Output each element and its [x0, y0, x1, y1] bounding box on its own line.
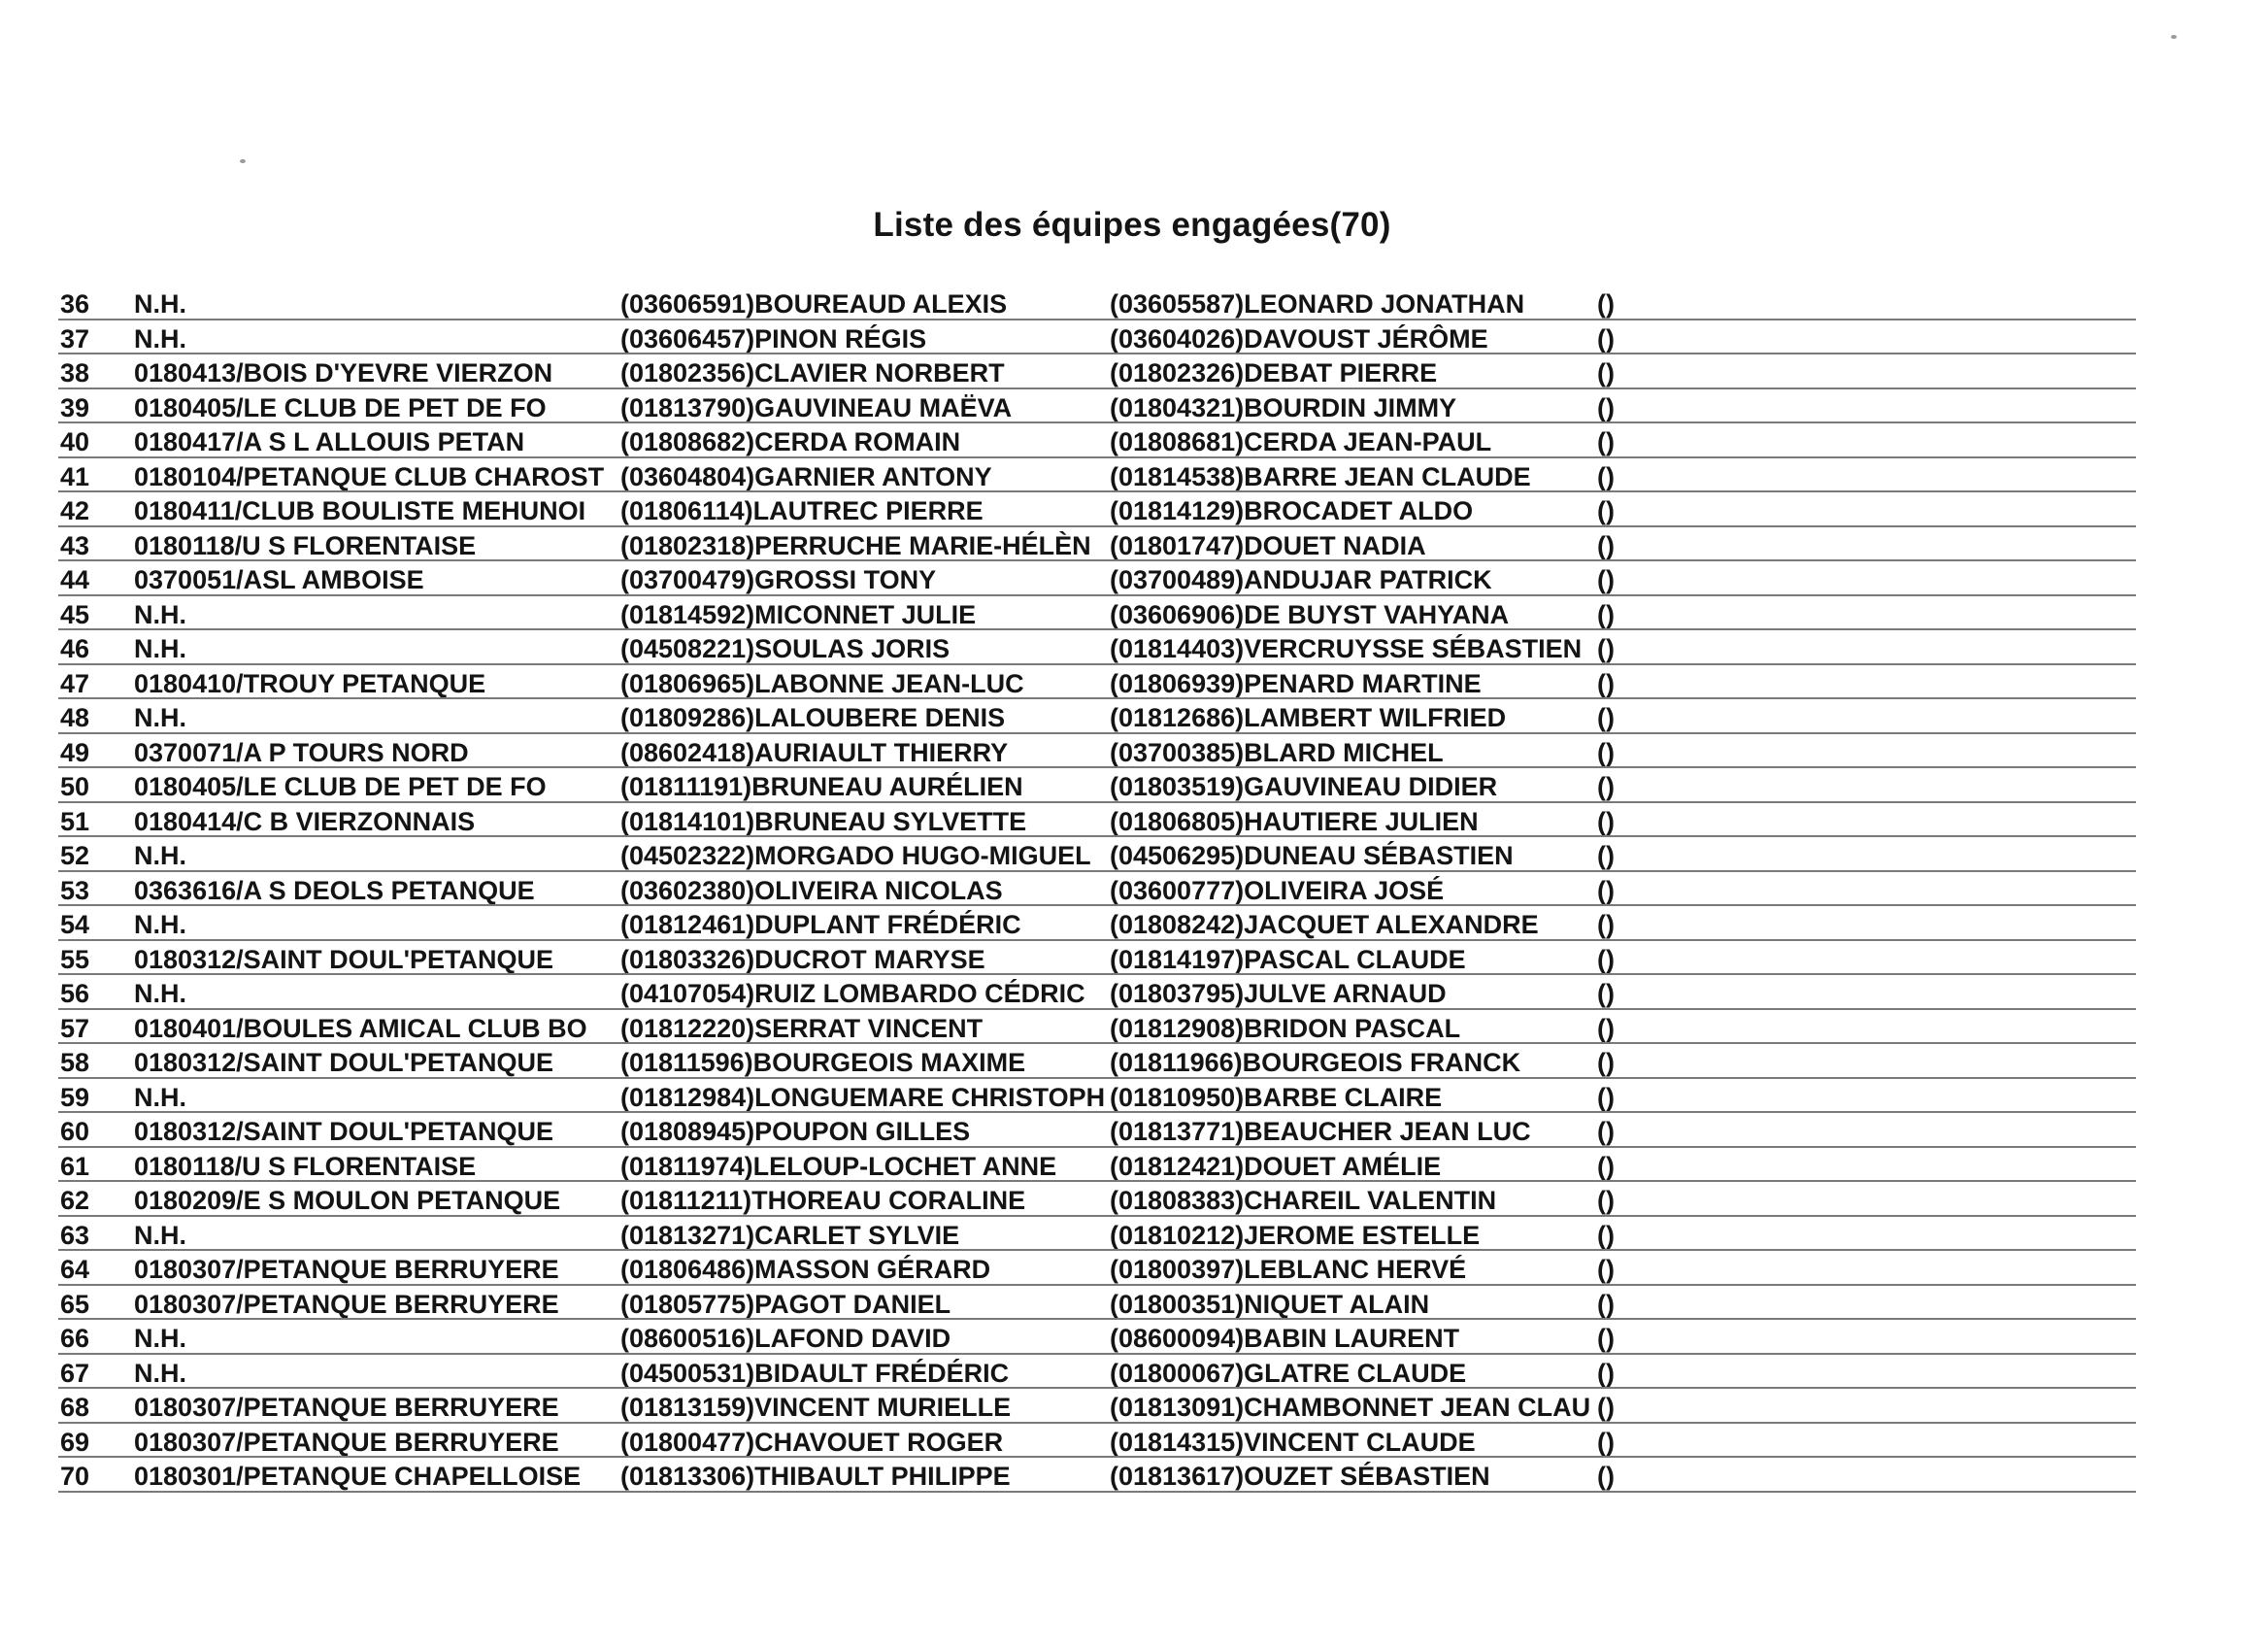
player-two: (01814403)VERCRUYSSE SÉBASTIEN — [1110, 634, 1583, 663]
team-row — [58, 561, 2136, 596]
club-name: N.H. — [134, 703, 186, 732]
player-two: (01814197)PASCAL CLAUDE — [1110, 944, 1466, 974]
club-name: 0180104/PETANQUE CLUB CHAROST — [134, 461, 605, 491]
player-one: (08602418)AURIAULT THIERRY — [620, 737, 1009, 767]
player-one: (01814592)MICONNET JULIE — [620, 599, 977, 629]
club-name: N.H. — [134, 841, 186, 870]
player-one: (04107054)RUIZ LOMBARDO CÉDRIC — [620, 979, 1085, 1008]
player-one: (01813271)CARLET SYLVIE — [620, 1220, 960, 1250]
team-row — [58, 1217, 2136, 1252]
player-one: (01813306)THIBAULT PHILIPPE — [620, 1462, 1011, 1491]
club-name: N.H. — [134, 634, 186, 663]
player-two: (01808383)CHAREIL VALENTIN — [1110, 1186, 1497, 1215]
player-two: (01812908)BRIDON PASCAL — [1110, 1013, 1461, 1043]
team-row — [58, 906, 2136, 941]
club-name: 0180209/E S MOULON PETANQUE — [134, 1186, 561, 1215]
team-number: 45 — [60, 599, 90, 629]
extra-field: () — [1597, 1186, 1615, 1215]
extra-field: () — [1597, 530, 1615, 560]
player-one: (03606457)PINON RÉGIS — [620, 323, 927, 354]
team-number: 43 — [60, 530, 90, 560]
team-row — [58, 458, 2136, 493]
player-two: (01803795)JULVE ARNAUD — [1110, 979, 1447, 1008]
player-one: (04502322)MORGADO HUGO-MIGUEL — [620, 841, 1091, 870]
club-name: 0363616/A S DEOLS PETANQUE — [134, 875, 535, 905]
player-one: (01813790)GAUVINEAU MAËVA — [620, 392, 1013, 422]
player-two: (01813617)OUZET SÉBASTIEN — [1110, 1462, 1490, 1491]
club-name: 0180312/SAINT DOUL'PETANQUE — [134, 1117, 554, 1146]
player-one: (01811974)LELOUP-LOCHET ANNE — [620, 1151, 1057, 1181]
team-row — [58, 423, 2136, 458]
team-number: 46 — [60, 634, 90, 663]
player-one: (01811191)BRUNEAU AURÉLIEN — [620, 772, 1023, 801]
team-number: 57 — [60, 1013, 90, 1043]
team-number: 37 — [60, 323, 90, 354]
team-number: 42 — [60, 496, 90, 525]
team-row — [58, 389, 2136, 424]
player-two: (01814129)BROCADET ALDO — [1110, 496, 1474, 525]
team-row — [58, 320, 2136, 355]
extra-field: () — [1597, 323, 1615, 354]
club-name: 0180411/CLUB BOULISTE MEHUNOI — [134, 496, 586, 525]
club-name: 0180118/U S FLORENTAISE — [134, 530, 477, 560]
player-two: (08600094)BABIN LAURENT — [1110, 1324, 1460, 1353]
club-name: 0180307/PETANQUE BERRUYERE — [134, 1255, 559, 1284]
extra-field: () — [1597, 634, 1615, 663]
player-two: (01813771)BEAUCHER JEAN LUC — [1110, 1117, 1531, 1146]
player-one: (08600516)LAFOND DAVID — [620, 1324, 951, 1353]
team-number: 50 — [60, 772, 90, 801]
team-row — [58, 803, 2136, 838]
player-one: (01802318)PERRUCHE MARIE-HÉLÈN — [620, 530, 1091, 560]
extra-field: () — [1597, 1324, 1615, 1353]
team-number: 65 — [60, 1289, 90, 1319]
player-two: (01803519)GAUVINEAU DIDIER — [1110, 772, 1498, 801]
team-row — [58, 665, 2136, 700]
team-number: 54 — [60, 910, 90, 939]
scan-speck — [240, 159, 246, 163]
team-number: 62 — [60, 1186, 90, 1215]
extra-field: () — [1597, 772, 1615, 801]
team-row — [58, 630, 2136, 665]
extra-field: () — [1597, 1255, 1615, 1284]
team-row — [58, 1182, 2136, 1217]
player-two: (03605587)LEONARD JONATHAN — [1110, 289, 1525, 319]
team-number: 58 — [60, 1048, 90, 1077]
team-row — [58, 527, 2136, 562]
team-row — [58, 1251, 2136, 1286]
club-name: N.H. — [134, 1082, 186, 1112]
player-two: (03700385)BLARD MICHEL — [1110, 737, 1444, 767]
player-two: (01804321)BOURDIN JIMMY — [1110, 392, 1457, 422]
team-number: 41 — [60, 461, 90, 491]
team-number: 63 — [60, 1220, 90, 1250]
team-row — [58, 699, 2136, 734]
club-name: 0180312/SAINT DOUL'PETANQUE — [134, 944, 554, 974]
player-two: (01808242)JACQUET ALEXANDRE — [1110, 910, 1539, 939]
extra-field: () — [1597, 427, 1615, 456]
team-number: 51 — [60, 806, 90, 836]
club-name: 0180118/U S FLORENTAISE — [134, 1151, 477, 1181]
team-row — [58, 1320, 2136, 1355]
extra-field: () — [1597, 910, 1615, 939]
player-one: (01808945)POUPON GILLES — [620, 1117, 971, 1146]
extra-field: () — [1597, 1048, 1615, 1077]
team-number: 48 — [60, 703, 90, 732]
team-row — [58, 975, 2136, 1010]
player-one: (03606591)BOUREAUD ALEXIS — [620, 289, 1008, 319]
team-number: 39 — [60, 392, 90, 422]
team-row — [58, 596, 2136, 631]
club-name: 0180312/SAINT DOUL'PETANQUE — [134, 1048, 554, 1077]
team-row — [58, 1010, 2136, 1045]
club-name: N.H. — [134, 1358, 186, 1388]
team-number: 44 — [60, 565, 90, 594]
club-name: N.H. — [134, 289, 186, 319]
team-row — [58, 837, 2136, 872]
team-number: 49 — [60, 737, 90, 767]
team-number: 40 — [60, 427, 90, 456]
player-two: (03604026)DAVOUST JÉRÔME — [1110, 323, 1488, 354]
club-name: N.H. — [134, 1324, 186, 1353]
player-two: (01802326)DEBAT PIERRE — [1110, 358, 1438, 387]
player-two: (01806939)PENARD MARTINE — [1110, 668, 1482, 698]
player-two: (01813091)CHAMBONNET JEAN CLAU — [1110, 1393, 1591, 1422]
team-number: 56 — [60, 979, 90, 1008]
extra-field: () — [1597, 1462, 1615, 1491]
club-name: 0180307/PETANQUE BERRUYERE — [134, 1289, 559, 1319]
player-two: (01812421)DOUET AMÉLIE — [1110, 1151, 1442, 1181]
player-two: (01814538)BARRE JEAN CLAUDE — [1110, 461, 1531, 491]
extra-field: () — [1597, 599, 1615, 629]
club-name: 0180405/LE CLUB DE PET DE FO — [134, 392, 547, 422]
team-table — [58, 286, 2136, 1493]
team-number: 66 — [60, 1324, 90, 1353]
player-one: (01814101)BRUNEAU SYLVETTE — [620, 806, 1027, 836]
team-row — [58, 1044, 2136, 1079]
extra-field: () — [1597, 668, 1615, 698]
team-number: 59 — [60, 1082, 90, 1112]
player-one: (03602380)OLIVEIRA NICOLAS — [620, 875, 1003, 905]
team-number: 60 — [60, 1117, 90, 1146]
club-name: 0180405/LE CLUB DE PET DE FO — [134, 772, 547, 801]
player-one: (04508221)SOULAS JORIS — [620, 634, 951, 663]
club-name: 0180414/C B VIERZONNAIS — [134, 806, 476, 836]
player-two: (01808681)CERDA JEAN-PAUL — [1110, 427, 1492, 456]
club-name: N.H. — [134, 323, 186, 354]
team-number: 38 — [60, 358, 90, 387]
extra-field: () — [1597, 1220, 1615, 1250]
player-two: (01814315)VINCENT CLAUDE — [1110, 1427, 1476, 1457]
player-one: (01806114)LAUTREC PIERRE — [620, 496, 984, 525]
player-one: (01812220)SERRAT VINCENT — [620, 1013, 984, 1043]
team-number: 47 — [60, 668, 90, 698]
player-one: (01806965)LABONNE JEAN-LUC — [620, 668, 1024, 698]
extra-field: () — [1597, 1151, 1615, 1181]
team-row — [58, 492, 2136, 527]
extra-field: () — [1597, 806, 1615, 836]
club-name: 0180417/A S L ALLOUIS PETAN — [134, 427, 525, 456]
team-row — [58, 941, 2136, 976]
extra-field: () — [1597, 565, 1615, 594]
player-two: (01800351)NIQUET ALAIN — [1110, 1289, 1430, 1319]
team-row — [58, 872, 2136, 907]
extra-field: () — [1597, 461, 1615, 491]
player-two: (01811966)BOURGEOIS FRANCK — [1110, 1048, 1521, 1077]
team-number: 64 — [60, 1255, 90, 1284]
scan-speck — [2171, 35, 2177, 39]
extra-field: () — [1597, 1427, 1615, 1457]
extra-field: () — [1597, 289, 1615, 319]
extra-field: () — [1597, 1013, 1615, 1043]
club-name: 0180307/PETANQUE BERRUYERE — [134, 1393, 559, 1422]
extra-field: () — [1597, 1393, 1615, 1422]
team-number: 68 — [60, 1393, 90, 1422]
player-one: (01805775)PAGOT DANIEL — [620, 1289, 951, 1319]
player-one: (03604804)GARNIER ANTONY — [620, 461, 992, 491]
player-two: (01810950)BARBE CLAIRE — [1110, 1082, 1443, 1112]
team-number: 67 — [60, 1358, 90, 1388]
team-row — [58, 286, 2136, 320]
player-two: (03606906)DE BUYST VAHYANA — [1110, 599, 1510, 629]
club-name: N.H. — [134, 599, 186, 629]
team-number: 61 — [60, 1151, 90, 1181]
club-name: 0180413/BOIS D'YEVRE VIERZON — [134, 358, 553, 387]
team-row — [58, 734, 2136, 769]
extra-field: () — [1597, 1117, 1615, 1146]
club-name: 0370071/A P TOURS NORD — [134, 737, 469, 767]
team-number: 36 — [60, 289, 90, 319]
team-row — [58, 1113, 2136, 1148]
player-one: (01811211)THOREAU CORALINE — [620, 1186, 1026, 1215]
team-number: 55 — [60, 944, 90, 974]
extra-field: () — [1597, 944, 1615, 974]
team-row — [58, 1286, 2136, 1321]
team-row — [58, 768, 2136, 803]
player-one: (01812461)DUPLANT FRÉDÉRIC — [620, 910, 1021, 939]
player-one: (01800477)CHAVOUET ROGER — [620, 1427, 1004, 1457]
team-number: 70 — [60, 1462, 90, 1491]
club-name: 0180307/PETANQUE BERRUYERE — [134, 1427, 559, 1457]
extra-field: () — [1597, 703, 1615, 732]
team-number: 69 — [60, 1427, 90, 1457]
player-two: (01800067)GLATRE CLAUDE — [1110, 1358, 1467, 1388]
player-one: (01809286)LALOUBERE DENIS — [620, 703, 1006, 732]
player-two: (01800397)LEBLANC HERVÉ — [1110, 1255, 1467, 1284]
team-row — [58, 354, 2136, 389]
extra-field: () — [1597, 737, 1615, 767]
player-one: (01808682)CERDA ROMAIN — [620, 427, 961, 456]
player-two: (01801747)DOUET NADIA — [1110, 530, 1426, 560]
page-title: Liste des équipes engagées(70) — [873, 206, 1391, 244]
player-one: (01806486)MASSON GÉRARD — [620, 1255, 991, 1284]
player-one: (01811596)BOURGEOIS MAXIME — [620, 1048, 1026, 1077]
extra-field: () — [1597, 392, 1615, 422]
player-one: (04500531)BIDAULT FRÉDÉRIC — [620, 1358, 1010, 1388]
team-row — [58, 1355, 2136, 1390]
team-number: 52 — [60, 841, 90, 870]
player-one: (01802356)CLAVIER NORBERT — [620, 358, 1005, 387]
player-two: (03600777)OLIVEIRA JOSÉ — [1110, 875, 1445, 905]
extra-field: () — [1597, 1082, 1615, 1112]
club-name: 0370051/ASL AMBOISE — [134, 565, 424, 594]
team-row — [58, 1079, 2136, 1114]
extra-field: () — [1597, 358, 1615, 387]
club-name: 0180301/PETANQUE CHAPELLOISE — [134, 1462, 582, 1491]
player-two: (01812686)LAMBERT WILFRIED — [1110, 703, 1507, 732]
team-row — [58, 1424, 2136, 1459]
player-one: (01803326)DUCROT MARYSE — [620, 944, 985, 974]
extra-field: () — [1597, 1289, 1615, 1319]
player-one: (03700479)GROSSI TONY — [620, 565, 937, 594]
player-two: (01806805)HAUTIERE JULIEN — [1110, 806, 1479, 836]
player-one: (01812984)LONGUEMARE CHRISTOPH — [620, 1082, 1106, 1112]
extra-field: () — [1597, 496, 1615, 525]
player-one: (01813159)VINCENT MURIELLE — [620, 1393, 1012, 1422]
club-name: N.H. — [134, 910, 186, 939]
extra-field: () — [1597, 841, 1615, 870]
club-name: 0180410/TROUY PETANQUE — [134, 668, 486, 698]
player-two: (03700489)ANDUJAR PATRICK — [1110, 565, 1492, 594]
player-two: (01810212)JEROME ESTELLE — [1110, 1220, 1481, 1250]
extra-field: () — [1597, 875, 1615, 905]
team-number: 53 — [60, 875, 90, 905]
extra-field: () — [1597, 979, 1615, 1008]
player-two: (04506295)DUNEAU SÉBASTIEN — [1110, 841, 1514, 870]
team-row — [58, 1458, 2136, 1493]
team-row — [58, 1148, 2136, 1183]
club-name: N.H. — [134, 1220, 186, 1250]
extra-field: () — [1597, 1358, 1615, 1388]
team-row — [58, 1389, 2136, 1424]
club-name: N.H. — [134, 979, 186, 1008]
club-name: 0180401/BOULES AMICAL CLUB BO — [134, 1013, 587, 1043]
